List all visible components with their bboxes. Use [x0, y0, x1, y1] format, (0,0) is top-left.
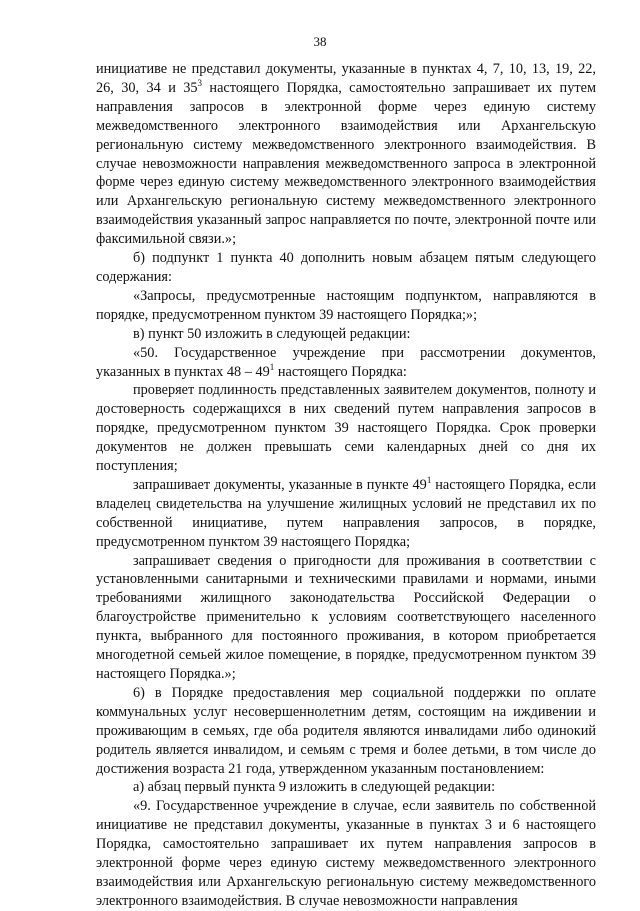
paragraph-text: «Запросы, предусмотренные настоящим подпунктом, направляются в порядке, предусмотренном пунктом 39 настоящего Порядка;»; — [96, 287, 596, 323]
paragraph-text: настоящего Порядка, самостоятельно запрашивает их путем направления запросов в электронной форме через единую систему межведомственного электронного взаимодействия или Архангельскую региональную систему межведомственного электронного взаимодействия. В случае невозможности направления межведомственного запроса в электронной форме через единую систему межведомственного электронного взаимодействия или Архангельскую региональную систему межведомственного электронного взаимодействия указанный запрос направляется по почте, электронной почте или факсимильной связи.»; — [96, 79, 596, 248]
paragraph — [96, 684, 596, 779]
paragraph — [96, 249, 596, 287]
paragraph-text: б) подпункт 1 пункта 40 дополнить новым абзацем пятым следующего содержания: — [96, 250, 596, 285]
superscript: 1 — [269, 361, 275, 372]
paragraph-text: в) пункт 50 изложить в следующей редакции: — [133, 325, 411, 342]
page-number: 38 — [313, 34, 327, 49]
superscript: 3 — [197, 78, 203, 89]
paragraph-text: настоящего Порядка, если владелец свидетельства на улучшение жилищных условий не представил их по собственной инициативе, путем направления запросов, в порядке, предусмотренном пунктом 39 настоящего Порядка; — [96, 476, 596, 550]
paragraph — [96, 778, 596, 797]
superscript: 1 — [426, 475, 432, 486]
paragraph — [96, 325, 596, 344]
paragraph-text: а) абзац первый пункта 9 изложить в следующей редакции: — [133, 779, 496, 796]
paragraph — [96, 476, 596, 552]
paragraph — [96, 344, 596, 382]
paragraph-text: «50. Государственное учреждение при рассмотрении документов, указанных в пунктах 48 – 49 — [96, 344, 596, 380]
paragraph — [96, 552, 596, 684]
paragraph — [96, 60, 596, 249]
document-body — [96, 60, 596, 911]
paragraph-text: настоящего Порядка: — [274, 363, 407, 380]
paragraph-text: запрашивает документы, указанные в пункте 49 — [133, 476, 427, 493]
paragraph — [96, 381, 596, 476]
paragraph-text: 6) в Порядке предоставления мер социальной поддержки по оплате коммунальных услуг несовершеннолетним детям, состоящим на иждивении и проживающим в семьях, где оба родителя являются инвалидами либо одинокий родитель является инвалидом, и семьям с тремя и более детьми, в том числе до достижения возраста 21 года, утвержденном указанным постановлением: — [96, 684, 596, 777]
paragraph-text: инициативе не представил документы, указанные в пунктах 4, 7, 10, 13, 19, 22, 26, 30, 34 и 35 — [96, 61, 596, 96]
paragraph-text: запрашивает сведения о пригодности для проживания в соответствии с установленными санитарными и техническими правилами и нормами, иными требованиями жилищного законодательства Российской Федерации о благоустройстве применительно к условиям соответствующего населенного пункта, выбранного для постоянного проживания, в котором приобретается многодетной семьей жилое помещение, в порядке, предусмотренном пунктом 39 настоящего Порядка.»; — [96, 552, 596, 682]
paragraph — [96, 797, 596, 910]
paragraph-text: проверяет подлинность представленных заявителем документов, полноту и достоверность содержащихся в них сведений путем направления запросов в порядке, предусмотренном пунктом 39 настоящего Порядка. Срок проверки документов не должен превышать семи календарных дней со дня их поступления; — [96, 382, 596, 475]
paragraph — [96, 287, 596, 325]
paragraph-text: «9. Государственное учреждение в случае, если заявитель по собственной инициативе не представил документы, указанные в пунктах 3 и 6 настоящего Порядка, самостоятельно запрашивает их путем направления запросов в электронной форме через единую систему межведомственного электронного взаимодействия или Архангельскую региональную систему межведомственного электронного взаимодействия. В случае невозможности направления — [96, 798, 596, 909]
